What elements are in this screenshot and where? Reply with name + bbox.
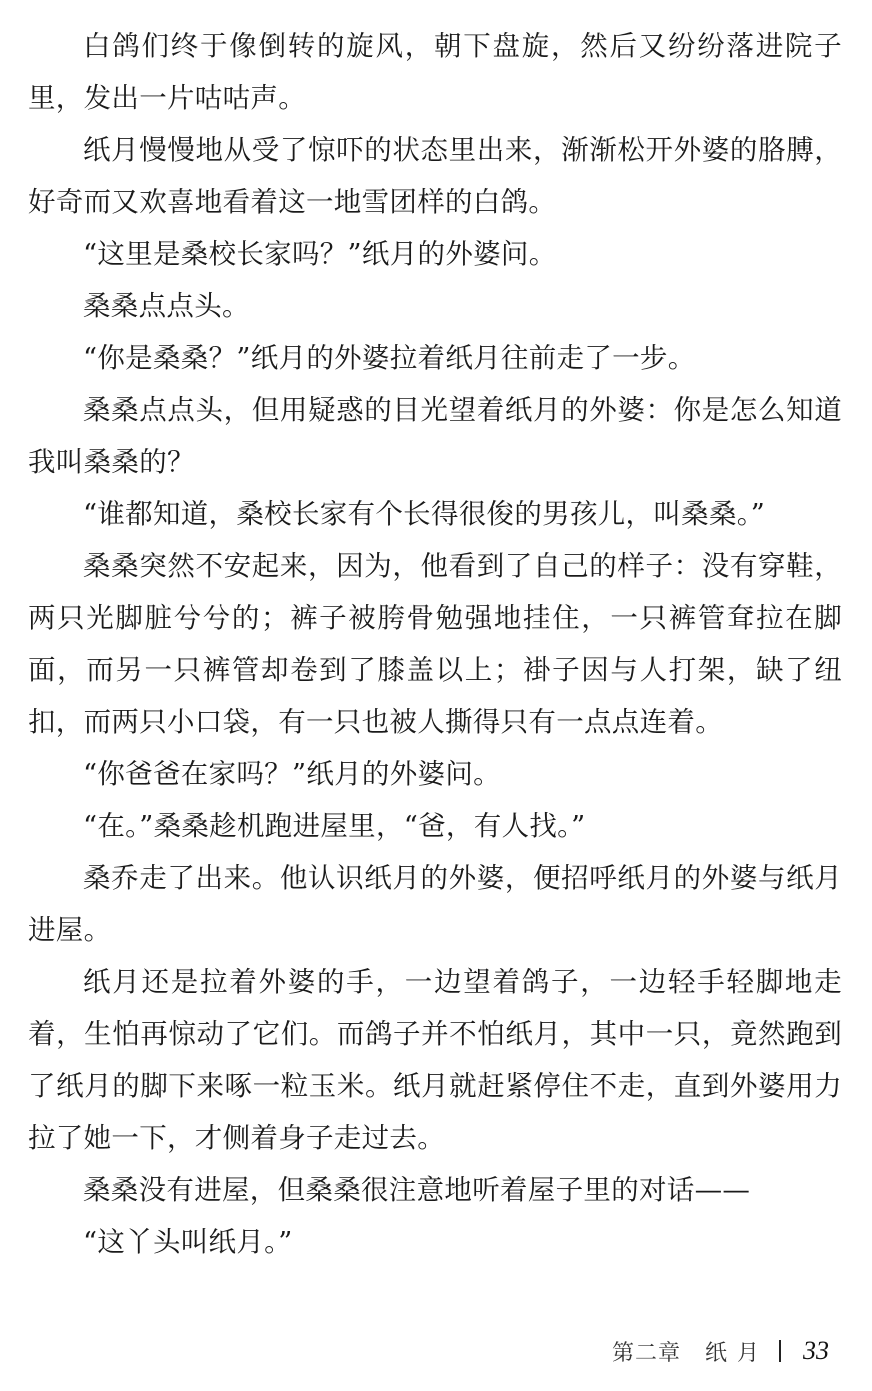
paragraph: 桑乔走了出来。他认识纸月的外婆，便招呼纸月的外婆与纸月进屋。 (28, 862, 842, 946)
paragraph: 纸月还是拉着外婆的手，一边望着鸽子，一边轻手轻脚地走着，生怕再惊动了它们。而鸽子并不怕纸月，其中一只，竟然跑到了纸月的脚下来啄一粒玉米。纸月就赶紧停住不走，直到外婆用力拉了她一下，才侧着身子走过去。 (28, 966, 842, 1154)
paragraph: “在。”桑桑趁机跑进屋里，“爸，有人找。” (83, 810, 586, 842)
chapter-title: 纸月 (705, 1340, 770, 1366)
paragraph: 桑桑突然不安起来，因为，他看到了自己的样子：没有穿鞋，两只光脚脏兮兮的；裤子被胯骨勉强地挂住，一只裤管耷拉在脚面，而另一只裤管却卷到了膝盖以上；褂子因与人打架，缺了纽扣，而两只小口袋，有一只也被人撕得只有一点点连着。 (28, 550, 842, 738)
paragraph: “你是桑桑？”纸月的外婆拉着纸月往前走了一步。 (83, 342, 696, 374)
chapter-label: 第二章 (612, 1340, 682, 1366)
paragraph: 桑桑没有进屋，但桑桑很注意地听着屋子里的对话—— (83, 1174, 751, 1206)
paragraph: “这里是桑校长家吗？”纸月的外婆问。 (83, 238, 557, 270)
paragraph: 桑桑点点头。 (83, 290, 250, 322)
paragraph: “谁都知道，桑校长家有个长得很俊的男孩儿，叫桑桑。” (83, 498, 766, 530)
paragraph: 纸月慢慢地从受了惊吓的状态里出来，渐渐松开外婆的胳膊，好奇而又欢喜地看着这一地雪团样的白鸽。 (28, 134, 842, 218)
page-number: 33 (803, 1336, 830, 1365)
footer-divider (779, 1340, 781, 1362)
page-body (28, 20, 842, 1268)
paragraph: 桑桑点点头，但用疑惑的目光望着纸月的外婆：你是怎么知道我叫桑桑的？ (28, 394, 842, 478)
paragraph: 白鸽们终于像倒转的旋风，朝下盘旋，然后又纷纷落进院子里，发出一片咕咕声。 (28, 30, 842, 114)
paragraph: “这丫头叫纸月。” (83, 1226, 293, 1258)
page-footer (612, 1333, 829, 1369)
paragraph: “你爸爸在家吗？”纸月的外婆问。 (83, 758, 501, 790)
